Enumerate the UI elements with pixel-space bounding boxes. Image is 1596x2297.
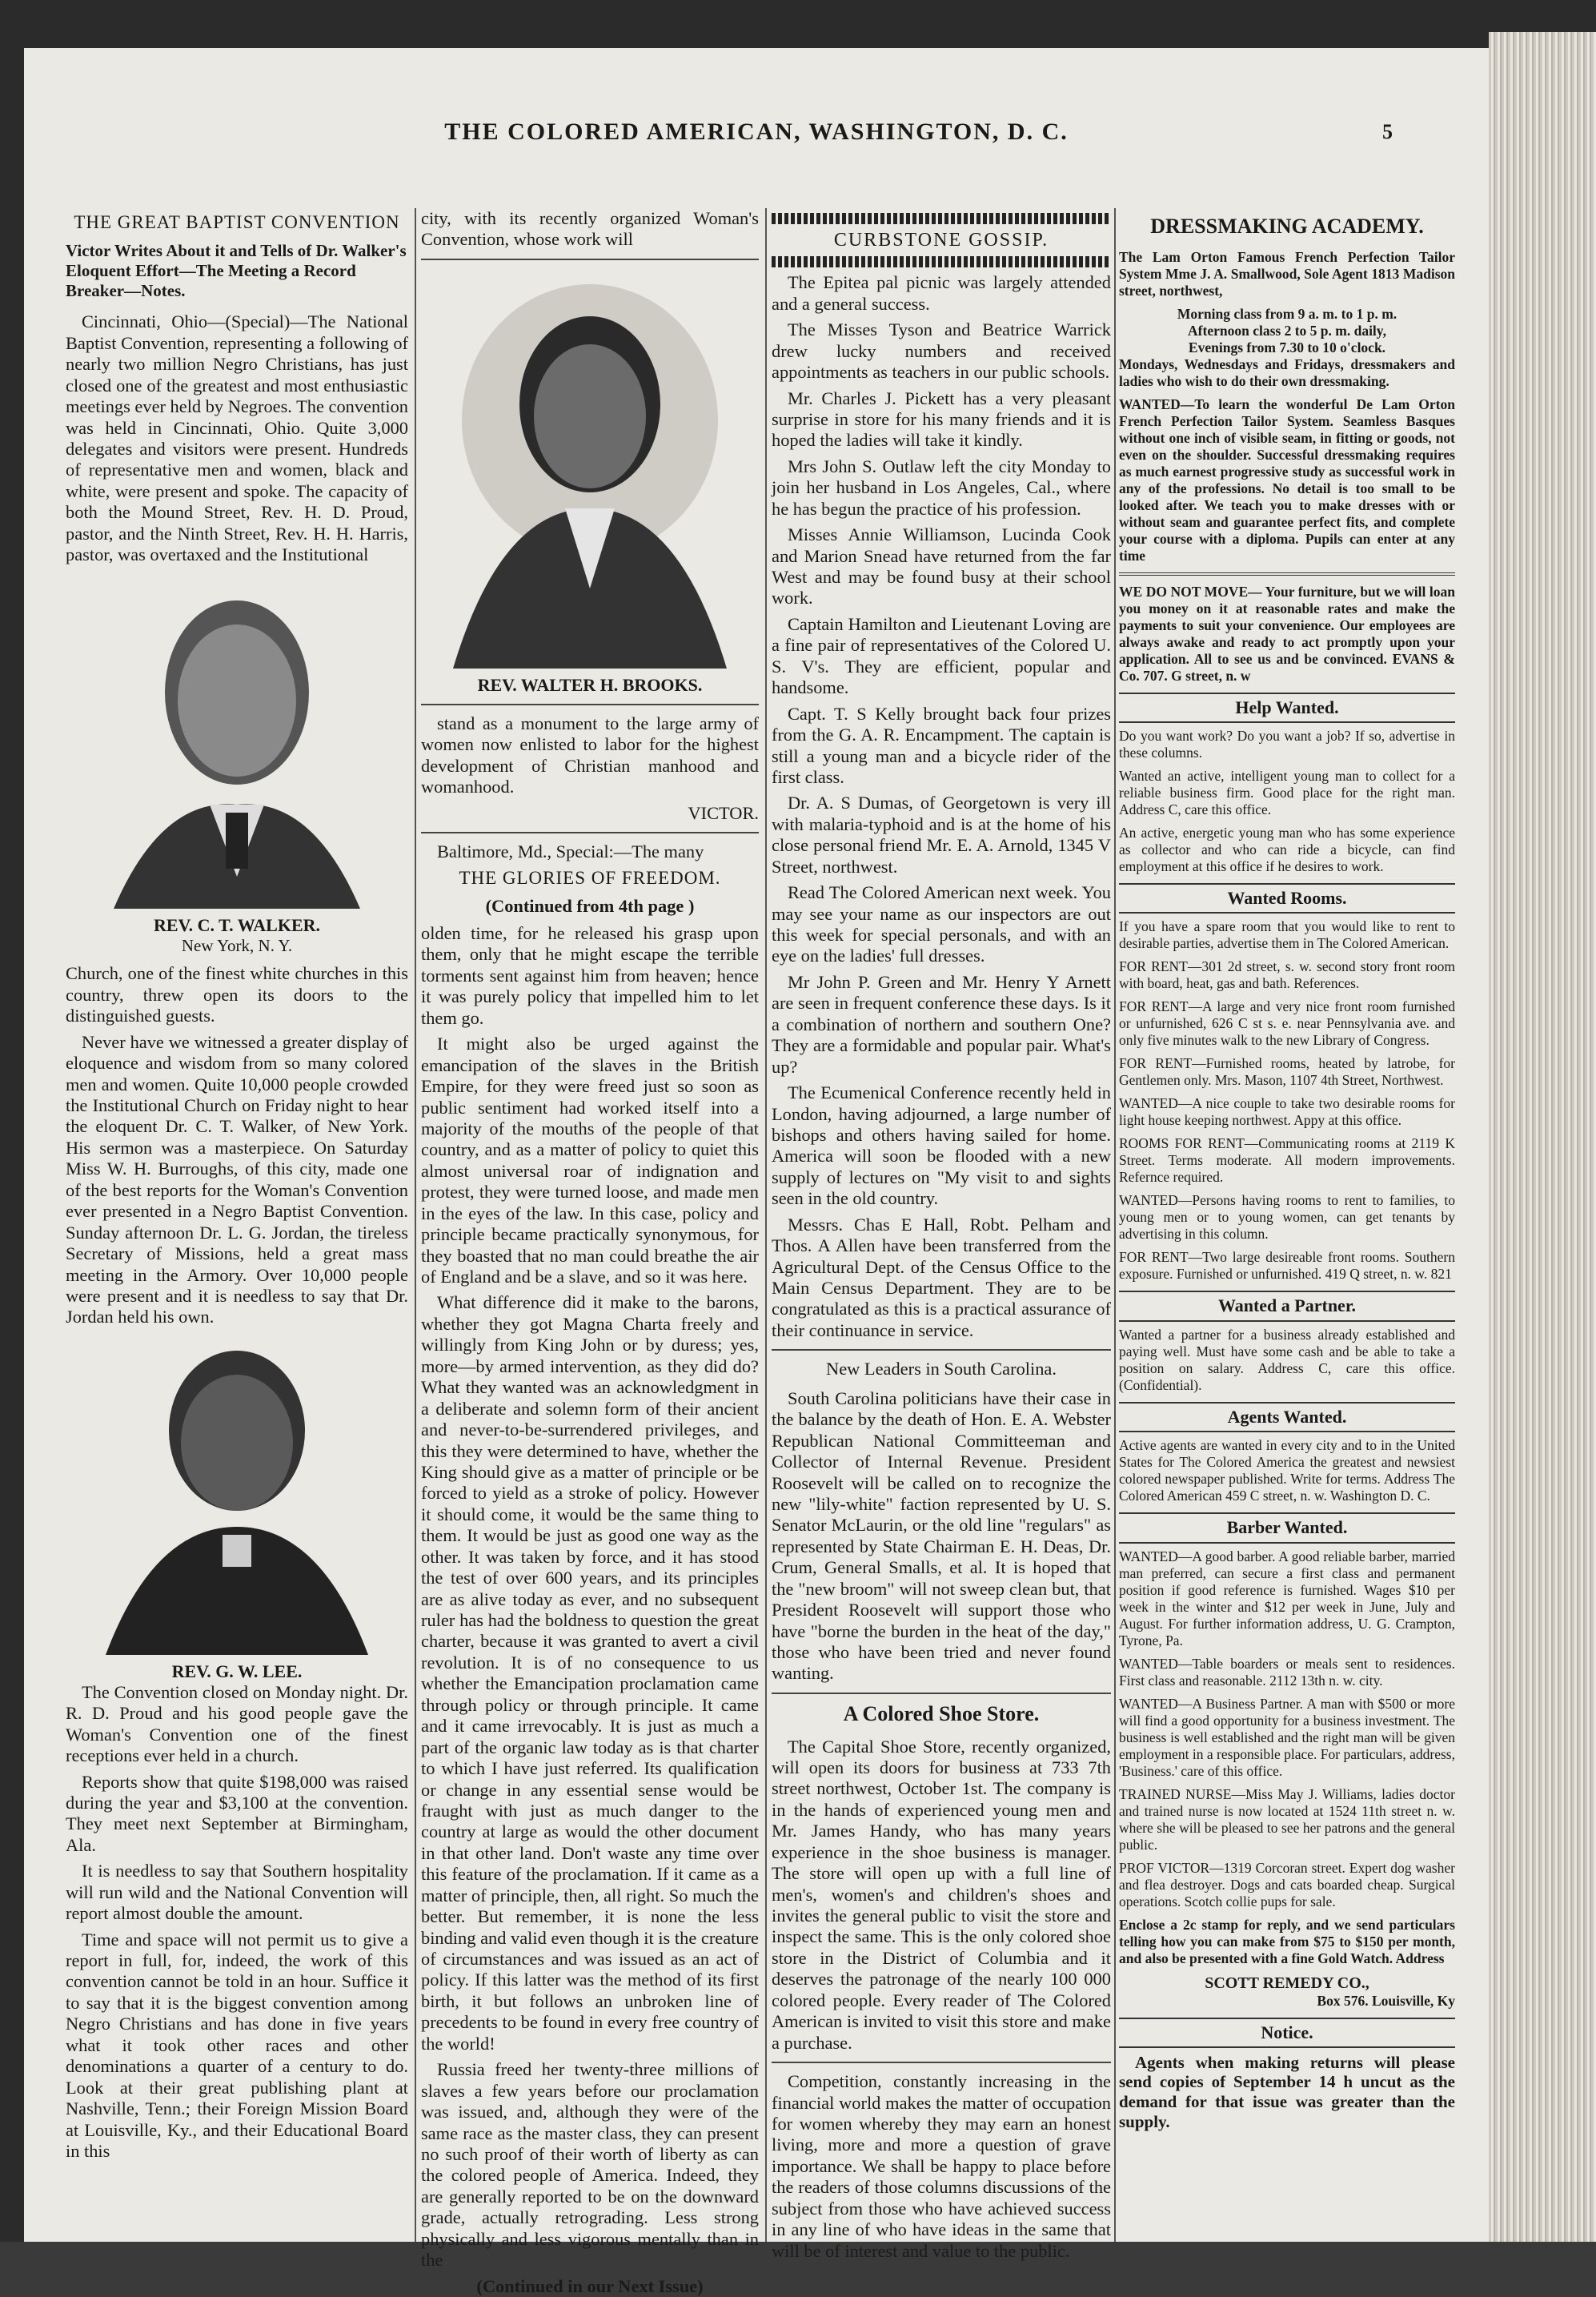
signature: VICTOR. [688,802,759,823]
article-paragraph: Russia freed her twenty-three millions of slaves a few years before our proclamation was issued, and, although they were of the same race as the master class, they can present no such proof of their worth of liberty as can the colored people of America. Indeed, they are generally reported to be on the downward grade, actually retrograding. Less strong physically and less vigorous mentally than in the [421,2059,759,2271]
portrait-brooks [421,268,759,669]
article-title: THE GLORIES OF FREEDOM. [459,868,721,889]
portrait-lee [66,1335,408,1655]
ad-text: WE DO NOT MOVE— Your furniture, but we will loan you money on it at reasonable rates and make the payments to suit your convenience. Our employees are always awake and ready to act promptly upon your application. All to see us and be convinced. EVANS & Co. 707. G street, n. w [1119,583,1455,684]
column-rule [765,208,767,2242]
article-paragraph: Competition, constantly increasing in the financial world makes the matter of occupation for women whereby they may earn an honest living, more and more a question of grave importance. We shall be happy to place before the readers of those columns discussions of the subject from those who have achieved success in any line of who have ideas in the same that will be of interest and value to the public. [772,2071,1111,2261]
gossip-item: Dr. A. S Dumas, of Georgetown is very ill with malaria-typhoid and is at the home of his close personal friend Mr. E. A. Arnold, 1345 V Street, northwest. [772,793,1111,877]
divider [421,259,759,260]
article-paragraph: The Convention closed on Monday night. Dr. R. D. Proud and his good people gave the Woman's Convention one of the finest receptions ever held in a church. [66,1681,408,1766]
classified-ad: FOR RENT—A large and very nice front room furnished or unfurnished, 626 C st s. e. near Pennsylvania ave. and only five minutes walk to the new Library of Congress. [1119,998,1455,1049]
ornamental-banner [772,213,1111,224]
gossip-item: The Ecumenical Conference recently held in London, having adjourned, a large number of bishops and others having sailed for home. America will soon be flooded with a new supply of lectures on "My visit to and sights seen in the old country. [772,1082,1111,1209]
portrait-engraving [421,268,759,669]
masthead: THE COLORED AMERICAN, WASHINGTON, D. C. [444,118,1069,145]
gossip-item: Misses Annie Williamson, Lucinda Cook and Marion Snead have returned from the far West and may be found busy at their school work. [772,524,1111,608]
ad-text: WANTED—To learn the wonderful De Lam Orton French Perfection Tailor System. Seamless Basques without one inch of visible seam, in fitting or goods, not even on the shoulder. Successful dressmaking requires as much earnest progressive study as successful work in any of the professions. No detail is too small to be looked after. We teach you to make dresses with or without seam and guarantee perfect fits, and complete your course with a diploma. Pupils can enter at any time [1119,396,1455,564]
classified-ad: FOR RENT—301 2d street, s. w. second story front room with board, heat, gas and bath. References. [1119,958,1455,992]
divider [772,1693,1111,1694]
portrait-caption: REV. C. T. WALKER. [153,914,321,935]
article-paragraph: Never have we witnessed a greater display of eloquence and wisdom from so many colored men and women. Quite 10,000 people crowded the Institutional Church on Friday night to hear the eloquent Dr. C. T. Walker, of New York. His sermon was a masterpiece. On Saturday Miss W. H. Burroughs, of this city, made one of the best reports for the Woman's Convention ever presented in a Negro Baptist Convention. Sunday afternoon Dr. L. G. Jordan, the tireless Secretary of Missions, held a great mass meeting in the Armory. Over 10,000 people were present and it is needless to say that Dr. Jordan held his own. [66,1031,408,1327]
article-paragraph: Church, one of the finest white churches in this country, threw open its doors to the distinguished guests. [66,963,408,1026]
column-rule [415,208,416,2242]
class-hours: Morning class from 9 a. m. to 1 p. m. [1177,305,1398,322]
continued-from: (Continued from 4th page ) [485,895,695,916]
gossip-item: Mr John P. Green and Mr. Henry Y Arnett are seen in frequent conference these days. Is it a combination of northern and southern One? They are a formidable and popular pair. What's up? [772,971,1111,1077]
ad-text: The Lam Orton Famous French Perfection Tailor System Mme J. A. Smallwood, Sole Agent 1813 Madison street, northwest, [1119,248,1455,299]
page-number: 5 [1382,120,1393,143]
column-1 [66,208,408,2242]
classified-ad: FOR RENT—Furnished rooms, heated by latrobe, for Gentlemen only. Mrs. Mason, 1107 4th Street, Northwest. [1119,1055,1455,1089]
gossip-item: Mr. Charles J. Pickett has a very pleasant surprise in store for his many friends and it is hoped the ladies will take it kindly. [772,388,1111,451]
classified-ad: ROOMS FOR RENT—Communicating rooms at 2119 K Street. Terms moderate. All modern improvements. Refernce required. [1119,1135,1455,1186]
classified-ad: WANTED—A Business Partner. A man with $500 or more will find a good opportunity for a business investment. The business is well established and the right man will be given employment in a responsible place. For particulars, address, 'Business.' care of this office. [1119,1695,1455,1779]
classified-ad: Active agents are wanted in every city and to in the United States for The Colored America the greatest and newsiest colored newspaper published. Write for terms. Address The Colored American 459 C street, n. w. Washington D. C. [1119,1437,1455,1504]
gossip-item: Mrs John S. Outlaw left the city Monday to join her husband in Los Angeles, Cal., where he has begun the practice of his profession. [772,456,1111,519]
divider [772,1349,1111,1351]
class-hours: Afternoon class 2 to 5 p. m. daily, [1188,322,1386,339]
classified-ad: WANTED—Table boarders or meals sent to residences. First class and reasonable. 2112 13th n. w. city. [1119,1655,1455,1689]
article-deck: Victor Writes About it and Tells of Dr. Walker's Eloquent Effort—The Meeting a Record Breaker—Notes. [66,241,407,300]
article-paragraph: It might also be urged against the emancipation of the slaves in the British Empire, for they were freed just so soon as public sentiment had worked itself into a majority of the mouths of the people of that country, and as a matter of policy to quiet this almost universal roar of indignation and protest, they were turned loose, and made men in the eyes of the law. In this case, policy and principle became practically synonymous, for they boasted that no man could breathe the air of England and be a slave, and so it was here. [421,1034,759,1287]
portrait-caption: REV. G. W. LEE. [171,1661,303,1681]
classified-ad: Wanted an active, intelligent young man to collect for a reliable business firm. Good place for the right man. Address C, care this office. [1119,768,1455,818]
classified-ad: An active, energetic young man who has some experience as collector and who can ride a bicycle, can find employment at this office if he desires to work. [1119,825,1455,875]
section-title: Wanted Rooms. [1119,883,1455,914]
column-2 [421,208,759,2296]
ornamental-banner [772,256,1111,267]
classified-ad: Enclose a 2c stamp for reply, and we send particulars telling how you can make from $75 to $150 per month, and also be presented with a fine Gold Watch. Address [1119,1916,1455,1966]
portrait-walker [66,572,408,909]
classified-ad: If you have a spare room that you would like to rent to desirable parties, advertise them in The Colored American. [1119,918,1455,952]
portrait-engraving [66,572,408,909]
classified-ad: WANTED—A nice couple to take two desirable rooms for light house keeping northwest. Appy at this office. [1119,1095,1455,1129]
gossip-item: Read The Colored American next week. You may see your name as our inspectors are out this week for special personals, and with an eye on the ladies' full dresses. [772,882,1111,966]
ad-text: Mondays, Wednesdays and Fridays, dressmakers and ladies who wish to do their own dressmaking. [1119,355,1455,389]
classified-ad: WANTED—Persons having rooms to rent to families, to young men or to young women, can get tenants by advertising in this column. [1119,1192,1455,1243]
book-binding-edge [1489,32,1596,2242]
gossip-item: The Epitea pal picnic was largely attended and a general success. [772,272,1111,314]
gossip-item: The Misses Tyson and Beatrice Warrick drew lucky numbers and received appointments as teachers in our public schools. [772,319,1111,383]
section-title: CURBSTONE GOSSIP. [833,230,1049,251]
article-paragraph: It is needless to say that Southern hospitality will run wild and the National Convention will report almost double the amount. [66,1861,408,1924]
divider [421,832,759,833]
portrait-subcaption: New York, N. Y. [181,935,293,955]
divider [421,704,759,705]
section-title: Barber Wanted. [1119,1512,1455,1543]
article-paragraph: olden time, for he released his grasp upon them, only that he might escape the terrible torments sent against him from heaven; hence it was purely policy that impelled him to let them go. [421,923,759,1028]
notice-text: Agents when making returns will please send copies of September 14 h uncut as the demand for that issue was greater than the supply. [1119,2052,1455,2131]
article-paragraph: Cincinnati, Ohio—(Special)—The National Baptist Convention, representing a following of nearly two million Negro Christians, has just closed one of the greatest and most enthusiastic meetings ever held by Negroes. The convention was held in Cincinnati, Ohio. Quite 3,000 delegates and visitors were present. Hundreds of representative men and women, black and white, were present and spoke. The capacity of both the Mound Street, Rev. H. D. Proud, pastor, and the Ninth Street, Rev. H. H. Harris, pastor, was overtaxed and the Institutional [66,311,408,565]
classified-ad: WANTED—A good barber. A good reliable barber, married man preferred, can secure a first class and permanent position if good reference is furnished. Wages $10 per week in the winter and $12 per week in June, July and August. For further information address, U. G. Crampton, Tyrone, Pa. [1119,1548,1455,1648]
ad-title: DRESSMAKING ACADEMY. [1150,215,1424,238]
classified-ad: FOR RENT—Two large desireable front rooms. Southern exposure. Furnished or unfurnished. 419 Q street, n. w. 821 [1119,1249,1455,1283]
company-address: Box 576. Louisville, Ky [1317,1992,1455,2009]
column-3 [772,208,1111,2261]
section-title: Agents Wanted. [1119,1402,1455,1432]
section-title: Notice. [1119,2018,1455,2048]
article-headline: A Colored Shoe Store. [843,1701,1040,1725]
section-title: Help Wanted. [1119,693,1455,723]
portrait-caption: REV. WALTER H. BROOKS. [477,674,703,695]
article-paragraph: South Carolina politicians have their case in the balance by the death of Hon. E. A. Webster Republican National Committeeman and Collector of Internal Revenue. President Roosevelt will be called on to recognize the new "lily-white" faction represented by U. S. Senator McLaurin, or the old line "regulars" as represented by State Chairman E. H. Deas, Dr. Crum, General Smalls, et al. It is hoped that the "new broom" will not sweep clean but, that President Roosevelt will support those who have "borne the burden in the heat of the day," those who have been tried and never found wanting. [772,1387,1111,1684]
divider [772,2062,1111,2063]
column-rule [1114,208,1116,2242]
class-hours: Evenings from 7.30 to 10 o'clock. [1188,339,1386,355]
article-paragraph: city, with its recently organized Woman's Convention, whose work will [421,208,759,250]
divider [1119,572,1455,576]
article-headline: THE GREAT BAPTIST CONVENTION [74,212,400,232]
continued-next: (Continued in our Next Issue) [476,2275,704,2296]
article-paragraph: Time and space will not permit us to give a report in full, for, indeed, the work of this convention cannot be told in an hour. Suffice it to say that it is the biggest convention among Negro Christians and has done in five years what it took other races and other denominations a quarter of a century to do. Look at their great publishing plant at Nashville, Tenn.; their Foreign Mission Board at Louisville, Ky., and their Educational Board in this [66,1929,408,2161]
article-paragraph: What difference did it make to the barons, whether they got Magna Charta freely and willingly from King John or by duress; yes, more—by armed intervention, as they did do? What they wanted was an acknowledgment in a deliberate and solemn form of their ancient and never-to-be-surrendered privileges, and this they were determined to have, whether the King should give as a matter of principle or be forced to yield as a stroke of policy. However it should come, it would be the same thing to them. It would be just as good one way as the other. It was taken by force, and it has stood the test of over 600 years, and its principles are as alive today as ever, and no subsequent ruler has had the boldness to question the great charter, because it was granted to avert a civil revolution. It is of no consequence to us whether the Emancipation proclamation came through policy or through principle. It came and it came irrevocably. It is just as much a part of the organic law today as is that charter to which I have just referred. Its qualification or change in any essential sense would be fraught with just as much danger to the country at large as would the other document in that other land. Don't waste any time over this feature of the proclamation. If it came as a matter of principle, then, all right. So much the better. But remember, it is none the less binding and valid even though it is the creature of circumstances and was issued as an act of policy. If this latter was the method of its first birth, it but follows an unbroken line of precedents to be found in every free country of the world! [421,1292,759,2054]
portrait-engraving [66,1335,408,1655]
article-paragraph: Reports show that quite $198,000 was raised during the year and $3,100 at the convention. They meet next September at Birmingham, Ala. [66,1771,408,1855]
article-paragraph: stand as a monument to the large army of women now enlisted to labor for the highest development of Christian manhood and womanhood. [421,713,759,797]
article-paragraph: The Capital Shoe Store, recently organized, will open its doors for business at 733 7th street northwest, October 1st. The company is in the hands of experienced young men and Mr. James Handy, who has many years experience in the shoe business is manager. The store will open up with a full line of men's, women's and children's shoes and invites the general public to visit the store and inspect the same. This is the only colored shoe store in the District of Columbia and it deserves the patronage of the nearly 100 000 colored people. Every reader of The Colored American is invited to visit this store and make a purchase. [772,1736,1111,2053]
classified-ad: PROF VICTOR—1319 Corcoran street. Expert dog washer and flea destroyer. Dogs and cats boarded cheap. Surgical operations. Scotch collie pups for sale. [1119,1859,1455,1909]
section-title: Wanted a Partner. [1119,1291,1455,1321]
article-headline: New Leaders in South Carolina. [826,1359,1057,1379]
gossip-item: Messrs. Chas E Hall, Robt. Pelham and Thos. A Allen have been transferred from the Agricultural Dept. of the Census Office to the Main Census Department. They are to be congratulated as this is a practical assurance of their continuance in service. [772,1214,1111,1340]
classified-ad: Do you want work? Do you want a job? If so, advertise in these columns. [1119,728,1455,761]
dateline: Baltimore, Md., Special:—The many [437,841,704,862]
classified-ad: TRAINED NURSE—Miss May J. Williams, ladies doctor and trained nurse is now located at 1524 11th street n. w. where she will be pleased to see her patrons and the general public. [1119,1785,1455,1853]
column-4 [1119,208,1455,2242]
company-name: SCOTT REMEDY CO., [1205,1974,1369,1992]
classified-ad: Wanted a partner for a business already established and paying well. Must have some cash and be able to take a position on salary. Address C, care this office. (Confidential). [1119,1326,1455,1393]
newspaper-page [24,48,1489,2296]
gossip-item: Capt. T. S Kelly brought back four prizes from the G. A. R. Encampment. The captain is still a young man and a bicycle rider of the first class. [772,703,1111,787]
gossip-item: Captain Hamilton and Lieutenant Loving are a fine pair of representatives of the Colored U. S. V's. They are efficient, popular and handsome. [772,613,1111,698]
